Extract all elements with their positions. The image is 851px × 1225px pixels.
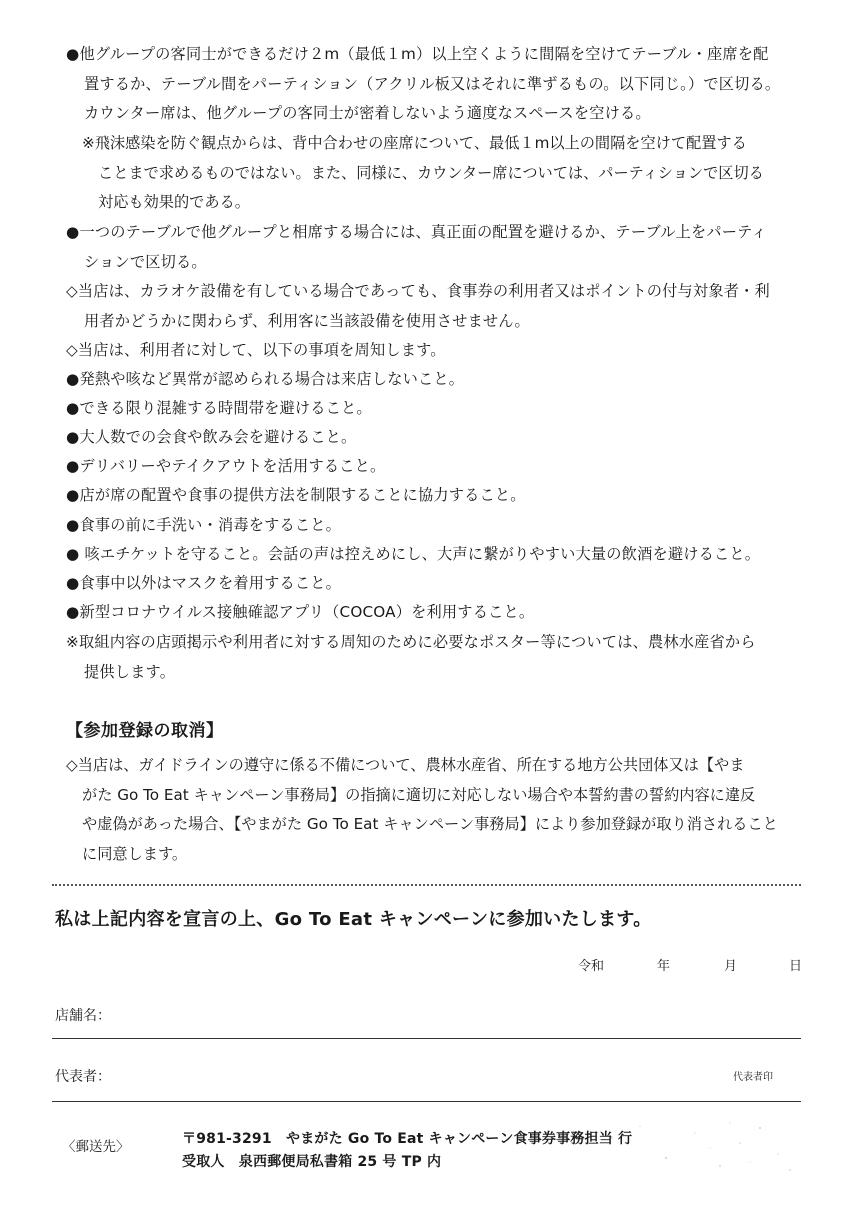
measure-text: ションで区切る。 (84, 252, 207, 271)
measure-text: できる限り混雑する時間帯を避けること。 (79, 399, 372, 417)
date-year: 年 (657, 959, 671, 974)
divider (52, 884, 801, 886)
note-text: 飛沫感染を防ぐ観点からは、背中合わせの座席について、最低１m以上の間隔を空けて配置する (94, 134, 747, 152)
date-day: 日 (789, 959, 803, 974)
store-name-label: 店舗名： (55, 1008, 111, 1024)
cancellation-text: に同意します。 (82, 844, 188, 863)
measure-text: 発熱や咳など異常が認められる場合は来店しないこと。 (79, 370, 465, 388)
poster-note (66, 628, 801, 687)
bullet: ● (66, 428, 80, 446)
date-month: 月 (724, 959, 738, 974)
bullet: ◇ (66, 341, 78, 359)
measure-item (66, 40, 801, 129)
notice-item (66, 569, 801, 599)
bullet: ● (66, 370, 80, 388)
measure-text: 店が席の配置や食事の提供方法を制限することに協力すること。 (79, 486, 526, 504)
notice-item (66, 481, 801, 511)
note-mark: ※ (82, 134, 95, 152)
notice-item (66, 598, 801, 628)
note-text: 提供します。 (84, 662, 176, 681)
bullet: ● (66, 223, 80, 241)
bullet: ● (66, 574, 80, 592)
store-name-field[interactable] (52, 1038, 801, 1039)
bullet: ◇ (66, 282, 78, 300)
measure-text: カウンター席は、他グループの客同士が密着しないよう適度なスペースを空ける。 (84, 104, 651, 122)
bullet: ◇ (66, 756, 78, 774)
mailing-address-line: 〒981-3291 やまがた Go To Eat キャンペーン食事券事務担当 行 (182, 1131, 633, 1147)
cancellation-paragraph (66, 751, 801, 869)
notice-item (66, 365, 801, 395)
representative-label: 代表者： (55, 1069, 111, 1085)
scan-noise (600, 1118, 800, 1178)
mailing-recipient-line: 受取人 泉西郵便局私書箱 25 号 TP 内 (182, 1154, 442, 1170)
measure-text: 用者かどうかに関わらず、利用客に当該設備を使用させません。 (84, 311, 530, 330)
notice-item (66, 511, 801, 541)
bullet: ● (66, 45, 80, 63)
measure-text: 当店は、利用者に対して、以下の事項を周知します。 (77, 341, 446, 359)
measure-note (82, 129, 802, 218)
karaoke-item (66, 277, 801, 336)
measure-text: 咳エチケットを守ること。会話の声は控えめにし、大声に繋がりやすい大量の飲酒を避けること。 (79, 545, 761, 563)
measure-text: デリバリーやテイクアウトを活用すること。 (79, 457, 386, 475)
cancellation-text: がた Go To Eat キャンペーン事務局】の指摘に適切に対応しない場合や本誓約書の誓約内容に違反 (82, 785, 756, 804)
date-era: 令和 (578, 959, 605, 974)
measure-text: 一つのテーブルで他グループと相席する場合には、真正面の配置を避けるか、テーブル上をパーティ (79, 223, 767, 241)
notice-item (66, 394, 801, 424)
declaration-statement: 私は上記内容を宣言の上、Go To Eat キャンペーンに参加いたします。 (55, 909, 652, 930)
bullet: ● (66, 516, 80, 534)
notice-item (66, 540, 801, 570)
measure-text: 大人数での会食や飲み会を避けること。 (79, 428, 357, 446)
bullet: ● (66, 603, 80, 621)
note-text: 対応も効果的である。 (98, 193, 250, 211)
bullet: ● (66, 545, 80, 563)
mailing-label: 〈郵送先〉 (62, 1139, 130, 1155)
notice-item (66, 423, 801, 453)
cancellation-text: 当店は、ガイドラインの遵守に係る不備について、農林水産省、所在する地方公共団体又は【やま (77, 756, 745, 774)
note-mark: ※ (66, 633, 79, 651)
notice-item (66, 452, 801, 482)
notice-item (66, 336, 801, 366)
measure-text: 食事の前に手洗い・消毒をすること。 (79, 516, 342, 534)
cancellation-text: や虚偽があった場合、【やまがた Go To Eat キャンペーン事務局】により参加登録が取り消されること (82, 815, 778, 833)
measure-text: 置するか、テーブル間をパーティション（アクリル板又はそれに準ずるもの。以下同じ。）で区切る。 (84, 74, 781, 93)
note-text: ことまで求めるものではない。また、同様に、カウンター席については、パーティションで区切る (98, 163, 764, 182)
bullet: ● (66, 457, 80, 475)
measure-text: 新型コロナウイルス接触確認アプリ（COCOA）を利用すること。 (79, 603, 535, 621)
note-text: 取組内容の店頭掲示や利用者に対する周知のために必要なポスター等については、農林水産省から (78, 633, 756, 651)
measure-text: 食事中以外はマスクを着用すること。 (79, 574, 342, 592)
bullet: ● (66, 399, 80, 417)
measure-item (66, 218, 801, 277)
representative-seal-label: 代表者印 (733, 1072, 773, 1083)
representative-field[interactable] (52, 1101, 801, 1102)
cancellation-heading: 【参加登録の取消】 (66, 721, 224, 741)
measure-text: 当店は、カラオケ設備を有している場合であっても、食事券の利用者又はポイントの付与対象者・利 (77, 282, 770, 300)
measure-text: 他グループの客同士ができるだけ２m（最低１m）以上空くように間隔を空けてテーブル・座席を配 (79, 45, 769, 63)
bullet: ● (66, 486, 80, 504)
